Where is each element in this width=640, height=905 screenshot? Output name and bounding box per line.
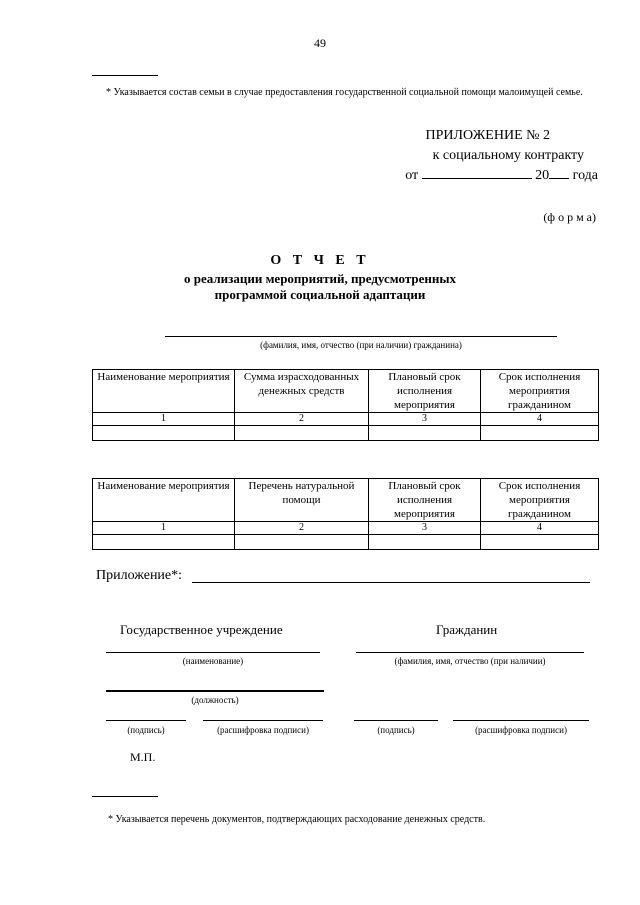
table-row (93, 535, 599, 550)
gov-position-line[interactable] (106, 690, 324, 692)
date-blank (422, 166, 532, 179)
gov-signature-caption: (подпись) (127, 725, 165, 735)
report-title: О Т Ч Е Т (270, 253, 370, 268)
table-header-cell: Наименование мероприятия (93, 370, 235, 413)
date-year: 20 (535, 168, 550, 183)
table-number-cell: 4 (481, 522, 599, 535)
stamp-place: М.П. (130, 750, 156, 764)
table-cell[interactable] (369, 535, 481, 550)
table-header-row (93, 479, 599, 522)
page-number: 49 (314, 36, 326, 50)
table-header-cell: Плановый срок исполнения мероприятия (369, 479, 481, 522)
appendix-label: Приложение*: (96, 568, 183, 583)
citizen-signature-caption: (подпись) (377, 725, 415, 735)
table-header-cell: Сумма израсходованных денежных средств (235, 370, 369, 413)
gov-signature-decode-caption: (расшифровка подписи) (217, 725, 309, 735)
table-money (92, 369, 599, 441)
footnote-documents: * Указывается перечень документов, подтверждающих расходование денежных средств. (108, 814, 486, 825)
citizen-name-field (165, 336, 557, 350)
appendix-number: ПРИЛОЖЕНИЕ № 2 (425, 128, 550, 143)
gov-signature-decode-line[interactable] (203, 720, 323, 721)
footnote-separator-bottom (92, 796, 158, 797)
citizen-signature-line[interactable] (354, 720, 438, 721)
citizen-signature-decode-line[interactable] (453, 720, 589, 721)
table-number-cell: 3 (369, 522, 481, 535)
appendix-date (338, 166, 598, 186)
table-number-row (93, 522, 599, 535)
table-header-cell: Наименование мероприятия (93, 479, 235, 522)
appendix-header (338, 126, 598, 186)
report-subtitle (0, 271, 640, 303)
table-header-cell: Срок исполнения мероприятия гражданином (481, 479, 599, 522)
table-cell[interactable] (93, 535, 235, 550)
gov-institution-heading: Государственное учреждение (120, 622, 283, 637)
citizen-fio-caption: (фамилия, имя, отчество (при наличии) (394, 656, 546, 666)
table-in-kind (92, 478, 599, 550)
table-cell[interactable] (235, 426, 369, 441)
gov-name-caption: (наименование) (182, 656, 244, 666)
subtitle-line-2: программой социальной адаптации (214, 287, 426, 302)
table-number-cell: 3 (369, 413, 481, 426)
table-header-cell: Перечень натуральной помощи (235, 479, 369, 522)
table-header-cell: Срок исполнения мероприятия гражданином (481, 370, 599, 413)
table-cell[interactable] (235, 535, 369, 550)
form-label: (ф о р м а) (543, 210, 596, 224)
citizen-signature-decode-caption: (расшифровка подписи) (475, 725, 567, 735)
year-blank (549, 166, 569, 179)
table-header-row (93, 370, 599, 413)
citizen-heading: Гражданин (436, 622, 498, 637)
table-cell[interactable] (481, 535, 599, 550)
date-prefix: от (405, 168, 419, 183)
gov-signature-line[interactable] (106, 720, 186, 721)
table-number-cell: 4 (481, 413, 599, 426)
citizen-name-line (165, 336, 557, 337)
table-cell[interactable] (93, 426, 235, 441)
appendix-contract: к социальному контракту (432, 148, 584, 163)
table-header-cell: Плановый срок исполнения мероприятия (369, 370, 481, 413)
gov-name-line[interactable] (106, 652, 320, 653)
gov-position-caption: (должность) (191, 695, 239, 705)
table-row (93, 426, 599, 441)
subtitle-line-1: о реализации мероприятий, предусмотренных (183, 271, 456, 286)
table-cell[interactable] (481, 426, 599, 441)
footnote-family: * Указывается состав семьи в случае предоставления государственной социальной помощи малоимущей семье. (106, 87, 583, 98)
appendix-line[interactable] (192, 582, 590, 583)
footnote-separator (92, 75, 158, 76)
table-number-cell: 2 (235, 522, 369, 535)
table-number-cell: 1 (93, 522, 235, 535)
citizen-fio-line[interactable] (356, 652, 584, 653)
table-number-row (93, 413, 599, 426)
table-cell[interactable] (369, 426, 481, 441)
table-number-cell: 1 (93, 413, 235, 426)
citizen-name-caption: (фамилия, имя, отчество (при наличии) гражданина) (260, 340, 462, 350)
table-number-cell: 2 (235, 413, 369, 426)
date-suffix: года (572, 168, 598, 183)
